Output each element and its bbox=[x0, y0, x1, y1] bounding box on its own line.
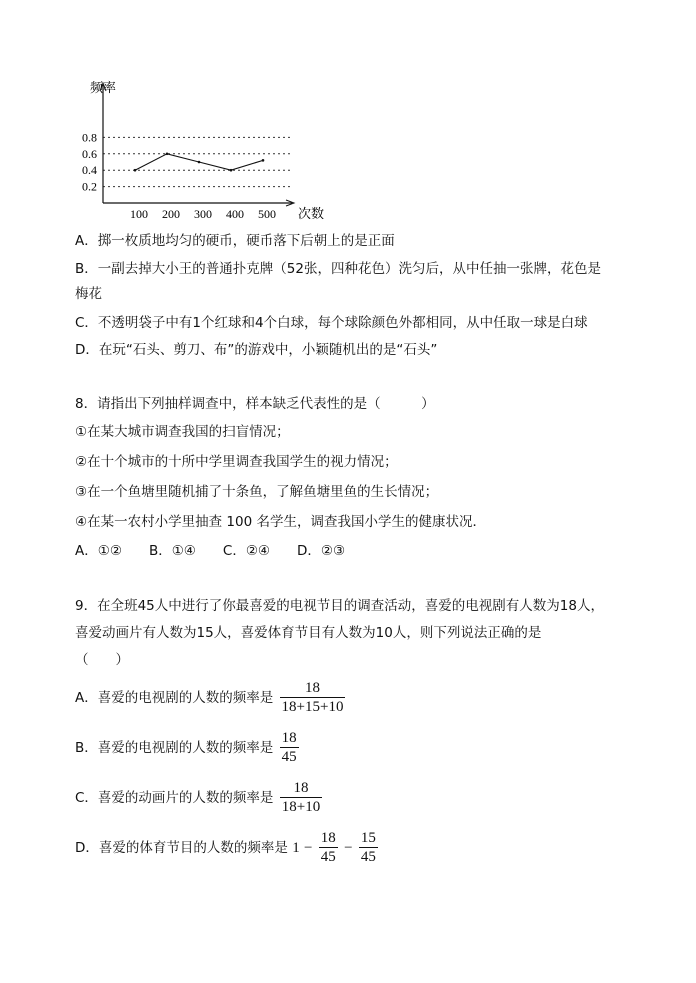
math-minus-1: − bbox=[304, 840, 313, 856]
y-tick-label: 0.8 bbox=[82, 130, 97, 145]
q9-option-c bbox=[75, 780, 324, 816]
q9-option-c-text: C．喜爱的动画片的人数的频率是 bbox=[75, 790, 274, 806]
x-tick-label: 500 bbox=[258, 207, 276, 221]
q9-option-b-fraction bbox=[280, 730, 299, 766]
fraction-denominator: 45 bbox=[360, 849, 376, 865]
fraction-numerator: 18 bbox=[281, 730, 297, 746]
q9-option-a-text: A．喜爱的电视剧的人数的频率是 bbox=[75, 690, 274, 706]
frequency-line-chart bbox=[0, 0, 696, 235]
fraction-denominator: 45 bbox=[320, 849, 336, 865]
fraction-numerator: 18 bbox=[305, 680, 320, 696]
q7-option-b-line2: 梅花 bbox=[75, 286, 102, 302]
data-point bbox=[198, 161, 201, 164]
q9-stem-line1: 9．在全班45人中进行了你最喜爱的电视节目的调查活动，喜爱的电视剧有人数为18人， bbox=[75, 598, 604, 614]
x-tick-label: 300 bbox=[194, 207, 212, 221]
q7-option-c: C．不透明袋子中有1个红球和4个白球，每个球除颜色外都相同，从中任取一球是白球 bbox=[75, 315, 588, 331]
q7-option-b-line1: B．一副去掉大小王的普通扑克牌（52张，四种花色）洗匀后，从中任抽一张牌，花色是 bbox=[75, 261, 601, 277]
data-point bbox=[262, 159, 265, 162]
q9-option-c-fraction bbox=[280, 780, 322, 816]
q9-option-d-text: D．喜爱的体育节目的人数的频率是 bbox=[75, 840, 288, 856]
q9-option-b-text: B．喜爱的电视剧的人数的频率是 bbox=[75, 740, 274, 756]
q9-option-a-fraction bbox=[280, 680, 346, 716]
y-tick-label: 0.2 bbox=[82, 179, 97, 194]
data-point bbox=[134, 169, 137, 172]
data-point bbox=[166, 153, 169, 156]
q8-item-2: ②在十个城市的十所中学里调查我国学生的视力情况； bbox=[75, 454, 398, 470]
q8-stem: 8．请指出下列抽样调查中，样本缺乏代表性的是（ ） bbox=[75, 396, 435, 412]
q9-option-b bbox=[75, 730, 301, 766]
data-point bbox=[230, 169, 233, 172]
x-tick-label: 400 bbox=[226, 207, 244, 221]
chart-xlabel: 次数 bbox=[298, 207, 325, 222]
math-one: 1 bbox=[292, 840, 300, 856]
q9-option-d-fraction-1 bbox=[319, 830, 338, 866]
x-tick-label: 200 bbox=[162, 207, 180, 221]
y-tick-label: 0.6 bbox=[82, 146, 97, 161]
y-tick-label: 0.4 bbox=[82, 163, 97, 178]
fraction-numerator: 18 bbox=[320, 830, 336, 846]
math-minus-2: − bbox=[344, 840, 353, 856]
q8-options: A．①② B．①④ C．②④ D．②③ bbox=[75, 543, 346, 559]
q7-option-a: A．掷一枚质地均匀的硬币，硬币落下后朝上的是正面 bbox=[75, 233, 395, 249]
fraction-denominator: 45 bbox=[281, 749, 297, 765]
fraction-denominator: 18+10 bbox=[281, 799, 321, 815]
chart-ylabel: 频率 bbox=[90, 81, 117, 96]
fraction-numerator: 15 bbox=[360, 830, 376, 846]
fraction-numerator: 18 bbox=[293, 780, 309, 796]
q8-item-1: ①在某大城市调查我国的扫盲情况； bbox=[75, 424, 290, 440]
q8-item-4: ④在某一农村小学里抽查 100 名学生，调查我国小学生的健康状况． bbox=[75, 514, 486, 530]
x-tick-label: 100 bbox=[130, 207, 148, 221]
q8-item-3: ③在一个鱼塘里随机捕了十条鱼，了解鱼塘里鱼的生长情况； bbox=[75, 484, 439, 500]
fraction-denominator: 18+15+10 bbox=[281, 699, 344, 715]
q7-option-d: D．在玩“石头、剪刀、布”的游戏中，小颖随机出的是“石头” bbox=[75, 342, 438, 358]
q9-option-d bbox=[75, 830, 380, 866]
q9-stem-line3: （ ） bbox=[75, 652, 129, 668]
q9-option-d-fraction-2 bbox=[359, 830, 378, 866]
q9-stem-line2: 喜爱动画片有人数为15人，喜爱体育节目有人数为10人，则下列说法正确的是 bbox=[75, 625, 542, 641]
q9-option-a bbox=[75, 680, 347, 716]
